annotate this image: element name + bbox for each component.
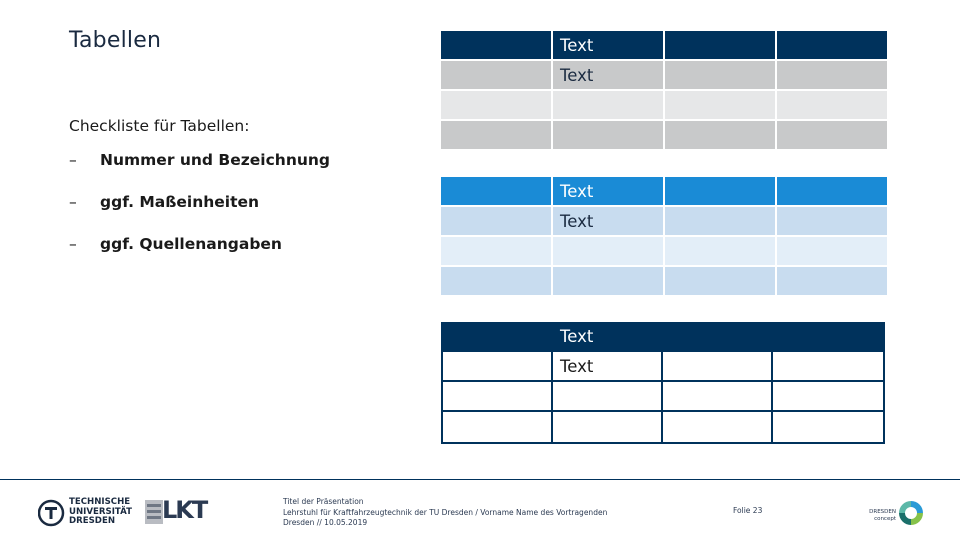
tu-dresden-logo-text xyxy=(69,498,132,527)
table-blue xyxy=(439,175,889,297)
table-cell[interactable]: Text xyxy=(553,352,663,382)
table-grid xyxy=(441,322,885,444)
dresden-concept-logo-icon xyxy=(898,500,924,526)
table-cell[interactable] xyxy=(773,412,883,442)
table-cell[interactable] xyxy=(553,91,663,119)
table-cell[interactable] xyxy=(441,237,551,265)
bullet-text: ggf. Quellenangaben xyxy=(100,235,282,253)
table-cell[interactable] xyxy=(663,382,773,412)
bullet-item xyxy=(69,192,330,234)
table-cell[interactable] xyxy=(777,31,887,59)
table-row xyxy=(443,322,883,352)
bullet-text: Nummer und Bezeichnung xyxy=(100,151,331,169)
table-cell[interactable] xyxy=(553,412,663,442)
table-cell[interactable] xyxy=(777,177,887,205)
table-cell[interactable] xyxy=(665,267,775,295)
table-cell[interactable] xyxy=(441,91,551,119)
table-row xyxy=(441,237,887,265)
table-row xyxy=(443,382,883,412)
footer-date: Dresden // 10.05.2019 xyxy=(283,518,368,527)
table-cell[interactable] xyxy=(443,352,553,382)
table-row xyxy=(441,121,887,149)
logo-line: concept xyxy=(874,516,896,522)
table-cell[interactable] xyxy=(441,61,551,89)
lkt-logo-text: LKT xyxy=(162,496,207,524)
table-cell[interactable] xyxy=(443,382,553,412)
table-cell[interactable] xyxy=(777,267,887,295)
table-cell[interactable]: Text xyxy=(553,207,663,235)
table-cell[interactable] xyxy=(665,91,775,119)
table-row xyxy=(441,267,887,295)
table-cell[interactable] xyxy=(441,207,551,235)
table-navy-gray xyxy=(439,29,889,151)
table-row xyxy=(441,207,887,235)
table-row xyxy=(441,91,887,119)
table-row xyxy=(441,177,887,205)
table-cell[interactable] xyxy=(441,177,551,205)
table-cell[interactable] xyxy=(553,267,663,295)
table-cell[interactable] xyxy=(441,31,551,59)
table-cell[interactable] xyxy=(443,322,553,352)
table-cell[interactable] xyxy=(441,121,551,149)
table-cell[interactable] xyxy=(441,267,551,295)
table-cell[interactable] xyxy=(553,121,663,149)
table-cell[interactable]: Text xyxy=(553,31,663,59)
footer-presentation-title: Titel der Präsentation xyxy=(283,497,364,506)
table-cell[interactable] xyxy=(665,121,775,149)
checklist-bullets xyxy=(69,150,330,276)
table-cell[interactable] xyxy=(553,237,663,265)
table-cell[interactable] xyxy=(777,207,887,235)
footer-divider xyxy=(0,479,960,480)
table-cell[interactable] xyxy=(665,207,775,235)
table-cell[interactable] xyxy=(773,352,883,382)
bullet-text: ggf. Maßeinheiten xyxy=(100,193,260,211)
bullet-dash: – xyxy=(69,235,77,253)
checklist-heading: Checkliste für Tabellen: xyxy=(69,117,250,135)
bullet-item xyxy=(69,234,330,276)
table-cell[interactable] xyxy=(773,322,883,352)
logo-line: DRESDEN xyxy=(69,516,116,526)
dresden-concept-text xyxy=(848,509,896,523)
table-row xyxy=(441,61,887,89)
table-cell[interactable] xyxy=(665,31,775,59)
logo-line: DRESDEN xyxy=(869,509,896,515)
footer-info xyxy=(283,497,607,529)
table-cell[interactable]: Text xyxy=(553,177,663,205)
bullet-dash: – xyxy=(69,151,77,169)
table-cell[interactable] xyxy=(773,382,883,412)
table-cell[interactable] xyxy=(777,237,887,265)
bullet-dash: – xyxy=(69,193,77,211)
logo-line: UNIVERSITÄT xyxy=(69,506,132,517)
slide-number: Folie 23 xyxy=(733,506,763,515)
table-cell[interactable] xyxy=(665,237,775,265)
slide-title: Tabellen xyxy=(69,28,162,53)
table-cell[interactable] xyxy=(553,382,663,412)
footer-chair: Lehrstuhl für Kraftfahrzeugtechnik der TU Dresden / Vorname Name des Vortragenden xyxy=(283,507,608,517)
table-cell[interactable] xyxy=(663,352,773,382)
table-cell[interactable]: Text xyxy=(553,61,663,89)
table-row xyxy=(443,352,883,382)
table-cell[interactable] xyxy=(663,322,773,352)
table-cell[interactable] xyxy=(665,61,775,89)
logo-line: TECHNISCHE xyxy=(69,497,131,507)
table-row xyxy=(441,31,887,59)
table-cell[interactable] xyxy=(663,412,773,442)
table-cell[interactable]: Text xyxy=(553,322,663,352)
table-cell[interactable] xyxy=(777,91,887,119)
table-cell[interactable] xyxy=(777,121,887,149)
table-cell[interactable] xyxy=(665,177,775,205)
table-row xyxy=(443,412,883,442)
table-cell[interactable] xyxy=(443,412,553,442)
table-cell[interactable] xyxy=(777,61,887,89)
bullet-item xyxy=(69,150,330,192)
